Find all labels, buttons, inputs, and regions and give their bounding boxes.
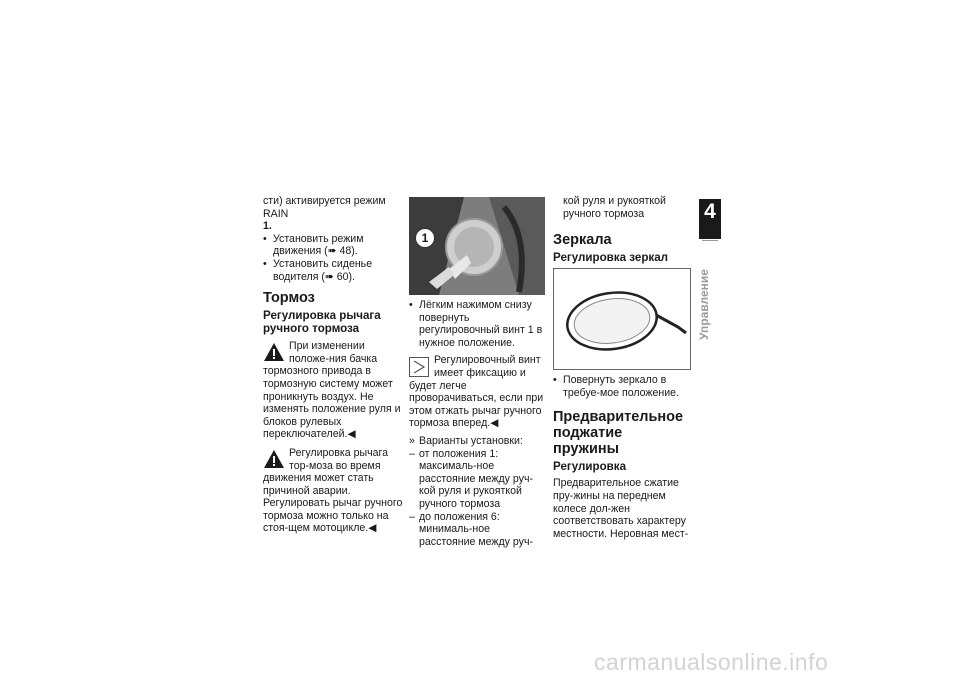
warning-block-2 [263,447,405,535]
callout-label: 1 [415,228,435,248]
subheading-hand-brake: Регулировка рычага ручного тормоза [263,309,381,336]
section-vertical-label: Управление [697,269,711,340]
column-right [553,195,691,540]
note-icon [409,357,429,377]
mirror-illustration [553,268,691,370]
chapter-number: 4 [704,200,716,223]
brake-lever-photo [409,197,545,295]
bullet-turn-mirror: • Повернуть зеркало в требуе-мое положение. [553,374,691,399]
warning-text-2: Регулировка рычага тор-моза во время движения может стать причиной аварии. Регулировать рычаг ручного тормоза можно только на стоя-щем мотоцикле.◀ [263,446,403,535]
bullet-set-seat: • Установить сиденье водителя (➠ 60). [263,258,405,283]
column-left [263,195,405,535]
column-middle [409,197,545,548]
variant-position-6: – до положения 6: минималь-ное расстояние между руч- [409,511,545,549]
variants-intro: » Варианты установки: [409,435,545,448]
side-divider [702,240,718,241]
page-number: 51 [704,227,716,238]
subheading-adjust: Регулировка [553,460,627,474]
preload-paragraph: Предварительное сжатие пру-жины на переднем колесе дол-жен соответствовать характеру местности. Неровная мест- [553,477,689,540]
warning-icon [263,342,285,362]
warning-text-1: При изменении положе-ния бачка тормозного привода в тормозную систему может проникнуть воздух. Не изменять положение руля и блоков рулевых переключателей.◀ [263,340,401,441]
watermark: carmanualsonline.info [594,649,829,675]
mirror-drawing [554,269,690,369]
section-heading-preload: Предварительное поджатие пружины [553,409,684,458]
note-text: Регулировочный винт имеет фиксацию и будет легче проворачиваться, если при этом отжать рычаг ручного тормоза вперед.◀ [409,354,544,430]
bullet-set-mode: • Установить режим движения (➠ 48). [263,233,405,258]
warning-block-1 [263,340,405,441]
continued-text-bold: 1. [263,220,272,233]
section-heading-mirrors: Зеркала [553,232,612,249]
subheading-mirror-adjust: Регулировка зеркал [553,251,669,265]
variant-position-1: – от положения 1: максималь-ное расстояние между руч-кой руля и рукояткой ручного тормоза [409,448,545,511]
continued-text: кой руля и рукояткой ручного тормоза [563,195,666,220]
section-heading-brake: Тормоз [263,290,315,307]
note-block [409,354,545,430]
continued-text: сти) активируется режим RAIN [263,195,386,220]
warning-icon [263,449,285,469]
bullet-turn-screw: • Лёгким нажимом снизу повернуть регулировочный винт 1 в нужное положение. [409,299,545,349]
